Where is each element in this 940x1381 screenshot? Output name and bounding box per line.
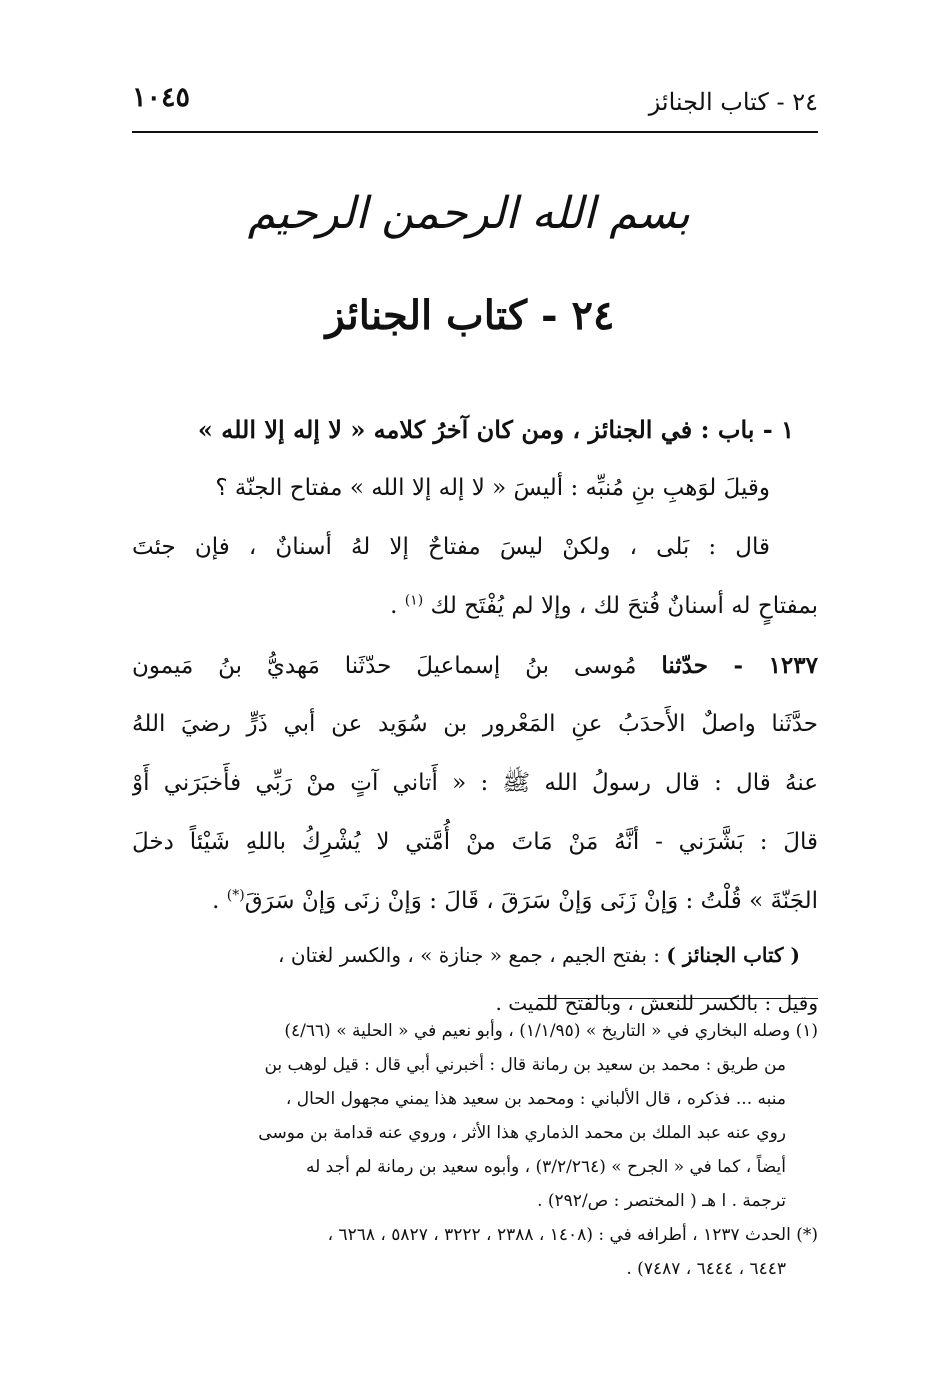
text-line: حدَّثَنا واصلٌ الأَحدَبُ عنِ المَعْرور بن سُوَيد عن أبي ذَرٍّ رضيَ اللهُ bbox=[132, 711, 818, 737]
chapter-title: ٢٤ - كتاب الجنائز bbox=[325, 292, 615, 339]
text-line: قال : بَلى ، ولكنْ ليسَ مفتاحٌ إلا لهُ أسنانٌ ، فإن جئتَ bbox=[132, 534, 770, 560]
gloss-term: ( كتاب الجنائز ) bbox=[666, 943, 800, 967]
text-span: : بفتح الجيم ، جمع « جنازة » ، والكسر لغتان ، bbox=[278, 943, 661, 967]
main-text bbox=[132, 400, 818, 1027]
footnote-line: (١) وصله البخاري في « التاريخ » (١/١/٩٥) ، وأبو نعيم في « الحلية » (٤/٦٦) bbox=[284, 1021, 818, 1041]
footnote-line: من طريق : محمد بن سعيد بن رمانة قال : أخبرني أبي قال : قيل لوهب بن bbox=[264, 1055, 786, 1075]
gloss-line: وقيل : بالكسر للنعش ، وبالفتح للميت . bbox=[495, 991, 818, 1015]
text-line: عنهُ قال : قال رسولُ الله ﷺ : « أَتاني آتٍ منْ رَبِّي فأَخبَرَني أَوْ bbox=[132, 770, 818, 796]
text-line: بمفتاحٍ له أسنانٌ فُتحَ لك ، وإلا لم يُفْتَح لك $^{(١)}$ . bbox=[390, 592, 818, 619]
text-span: بمفتاحٍ له أسنانٌ فُتحَ لك ، وإلا لم يُفْتَح لك bbox=[430, 593, 818, 619]
footnote-line: روي عنه عبد الملك بن محمد الذماري هذا الأثر ، وروي عنه قدامة بن موسى bbox=[258, 1123, 786, 1143]
footnotes bbox=[132, 1014, 818, 1286]
footnote-reference: (١) bbox=[404, 592, 424, 609]
running-header bbox=[132, 82, 818, 132]
text-line: وقيلَ لوَهبِ بنِ مُنبِّه : أليسَ « لا إله إلا الله » مفتاح الجنّة ؟ bbox=[215, 475, 770, 501]
running-header-chapter: ٢٤ - كتاب الجنائز bbox=[648, 88, 818, 116]
header-divider bbox=[132, 131, 818, 133]
basmala-calligraphy: بسم الله الرحمن الرحيم bbox=[247, 188, 690, 239]
footnote-divider bbox=[538, 998, 818, 999]
footnote-line: (*) الحدث ١٢٣٧ ، أطرافه في : (١٤٠٨ ، ٢٣٨٨ ، ٣٢٢٢ ، ٥٨٢٧ ، ٦٢٦٨ ، bbox=[327, 1225, 818, 1245]
footnote-line: ٦٤٤٣ ، ٦٤٤٤ ، ٧٤٨٧) . bbox=[626, 1259, 786, 1279]
text-span: الجَنّةَ » قُلْتُ : وَإنْ زَنَى وَإنْ سَرَقَ ، قَالَ : وَإنْ زنَى وَإنْ سَرَقَ bbox=[244, 888, 818, 914]
text-span: مُوسى بنُ إسماعيلَ حدّثَنا مَهديُّ بنُ مَيمون bbox=[132, 653, 637, 679]
text-line bbox=[132, 636, 818, 695]
bab-heading: ١ - باب : في الجنائز ، ومن كان آخرُ كلامه « لا إله إلا الله » bbox=[197, 415, 794, 444]
text-line: قالَ : بَشَّرَني - أنَّهُ مَنْ مَاتَ منْ أُمَّتي لا يُشْرِكُ باللهِ شَيْئاً دخلَ bbox=[132, 829, 818, 855]
hadith-number: ١٢٣٧ - حدّثنا bbox=[661, 652, 818, 679]
text-line: الجَنّةَ » قُلْتُ : وَإنْ زَنَى وَإنْ سَرَقَ ، قَالَ : وَإنْ زنَى وَإنْ سَرَقَ(*) . bbox=[212, 887, 818, 914]
footnote-line: أيضاً ، كما في « الجرح » (٣/٢/٢٦٤) ، وأبوه سعيد بن رمانة لم أجد له bbox=[305, 1157, 786, 1177]
gloss-line bbox=[132, 931, 818, 979]
footnote-line: ترجمة . ا هـ ( المختصر : ص/٢٩٢) . bbox=[537, 1191, 786, 1211]
page-number: ١٠٤٥ bbox=[132, 82, 191, 113]
footnote-reference: (*) bbox=[226, 887, 245, 904]
footnote-line: منبه ... فذكره ، قال الألباني : ومحمد بن سعيد هذا يمني مجهول الحال ، bbox=[285, 1089, 786, 1109]
